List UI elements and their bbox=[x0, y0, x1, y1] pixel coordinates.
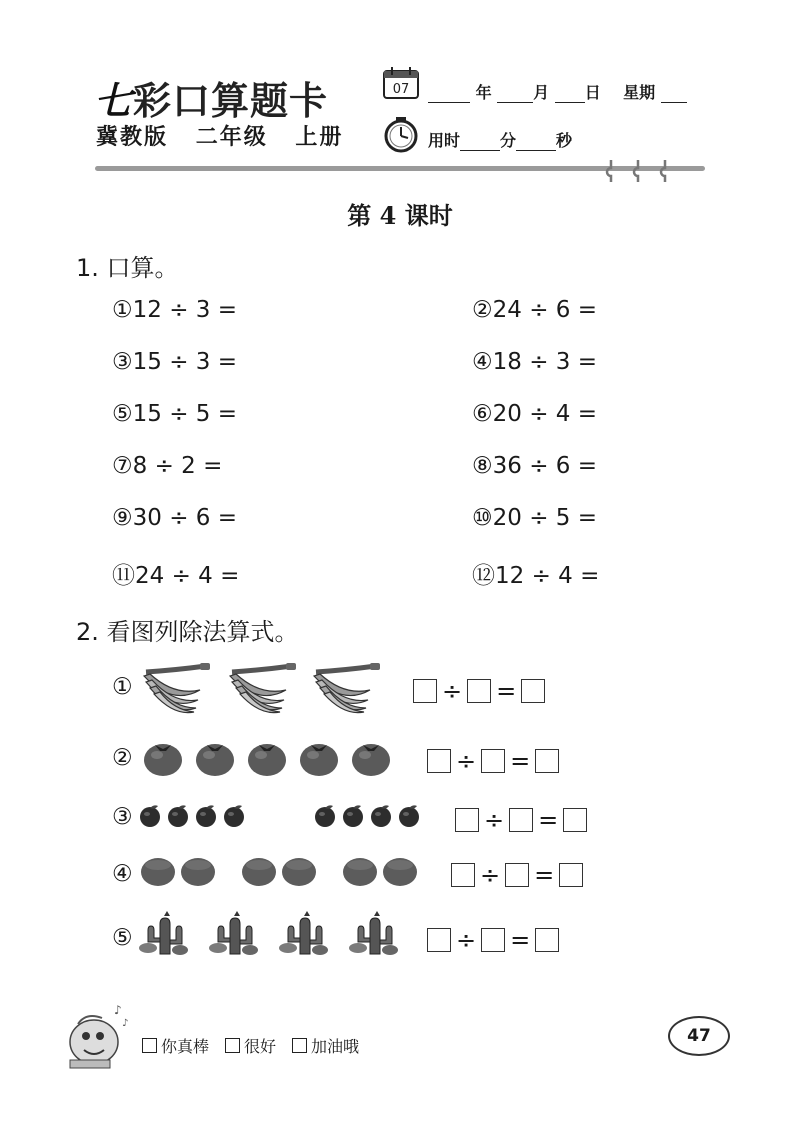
divide-sign: ÷ bbox=[442, 677, 463, 705]
section2-title: 2. 看图列除法算式。 bbox=[76, 618, 299, 646]
row5-divisor-box[interactable] bbox=[481, 928, 505, 952]
month-blank[interactable] bbox=[497, 86, 533, 103]
row3-divisor-box[interactable] bbox=[509, 808, 533, 832]
row1-dividend-box[interactable] bbox=[413, 679, 437, 703]
row3-equation bbox=[452, 806, 590, 834]
row2-equation bbox=[424, 747, 562, 775]
cactus-1 bbox=[138, 910, 192, 958]
problem-11: ⑪24 ÷ 4 = bbox=[112, 563, 240, 589]
banana-bunch-2 bbox=[224, 662, 300, 718]
binder-rings-icon bbox=[603, 158, 673, 184]
problem-5: ⑤15 ÷ 5 = bbox=[112, 401, 237, 427]
divide-sign: ÷ bbox=[480, 861, 501, 889]
edition-label: 冀教版 bbox=[96, 125, 169, 150]
section1-title: 1. 口算。 bbox=[76, 254, 179, 282]
row5-dividend-box[interactable] bbox=[427, 928, 451, 952]
eval-option-excellent[interactable] bbox=[142, 1034, 209, 1057]
year-label: 年 bbox=[475, 83, 492, 102]
edition-subtitle bbox=[96, 120, 361, 151]
equals-sign: = bbox=[510, 926, 531, 954]
row5-quotient-box[interactable] bbox=[535, 928, 559, 952]
row4-divisor-box[interactable] bbox=[505, 863, 529, 887]
second-blank[interactable] bbox=[516, 134, 556, 151]
row5-equation bbox=[424, 926, 562, 954]
row1-divisor-box[interactable] bbox=[467, 679, 491, 703]
divide-sign: ÷ bbox=[456, 747, 477, 775]
eval-option-keep-going[interactable] bbox=[292, 1034, 359, 1057]
row4-label: ④ bbox=[112, 861, 133, 887]
row1-label: ① bbox=[112, 674, 133, 700]
year-blank[interactable] bbox=[428, 86, 470, 103]
mascot-icon bbox=[64, 1000, 134, 1072]
problem-2: ②24 ÷ 6 = bbox=[472, 297, 597, 323]
banana-bunch-1 bbox=[138, 662, 214, 718]
logo-char: 七 bbox=[94, 78, 134, 123]
row4-dividend-box[interactable] bbox=[451, 863, 475, 887]
month-label: 月 bbox=[533, 83, 550, 102]
row1-quotient-box[interactable] bbox=[521, 679, 545, 703]
divide-sign: ÷ bbox=[456, 926, 477, 954]
day-label: 日 bbox=[584, 83, 601, 102]
grade-label: 二年级 bbox=[195, 125, 268, 150]
row4-equation bbox=[448, 861, 586, 889]
row4-quotient-box[interactable] bbox=[559, 863, 583, 887]
tomato-2 bbox=[194, 736, 236, 778]
eval-checkbox[interactable] bbox=[142, 1038, 157, 1053]
time-line bbox=[428, 128, 572, 151]
divide-sign: ÷ bbox=[484, 806, 505, 834]
problem-8: ⑧36 ÷ 6 = bbox=[472, 453, 597, 479]
eval-checkbox[interactable] bbox=[225, 1038, 240, 1053]
row2-dividend-box[interactable] bbox=[427, 749, 451, 773]
equals-sign: = bbox=[534, 861, 555, 889]
cactus-3 bbox=[278, 910, 332, 958]
logo-text: 彩口算题卡 bbox=[133, 78, 329, 123]
time-used-label: 用时 bbox=[428, 131, 461, 150]
row3-dividend-box[interactable] bbox=[455, 808, 479, 832]
second-label: 秒 bbox=[556, 131, 573, 150]
row3-quotient-box[interactable] bbox=[563, 808, 587, 832]
problem-6: ⑥20 ÷ 4 = bbox=[472, 401, 597, 427]
equals-sign: = bbox=[496, 677, 517, 705]
row1-equation bbox=[410, 677, 548, 705]
eval-checkbox[interactable] bbox=[292, 1038, 307, 1053]
lesson-title: 第 4 课时 bbox=[347, 201, 453, 230]
apple-group-1 bbox=[139, 804, 255, 830]
row2-quotient-box[interactable] bbox=[535, 749, 559, 773]
calendar-icon bbox=[382, 66, 420, 100]
eval-option-good[interactable] bbox=[225, 1034, 276, 1057]
problem-1: ①12 ÷ 3 = bbox=[112, 297, 237, 323]
row5-label: ⑤ bbox=[112, 925, 133, 951]
apple-group-2 bbox=[314, 804, 430, 830]
svg-text:♪: ♪ bbox=[114, 1003, 122, 1017]
orange-pair-3 bbox=[342, 856, 422, 890]
row2-divisor-box[interactable] bbox=[481, 749, 505, 773]
self-evaluation bbox=[142, 1034, 375, 1057]
orange-pair-1 bbox=[140, 856, 220, 890]
problem-3: ③15 ÷ 3 = bbox=[112, 349, 237, 375]
minute-blank[interactable] bbox=[460, 134, 500, 151]
weekday-label: 星期 bbox=[623, 83, 656, 102]
problem-10: ⑩20 ÷ 5 = bbox=[472, 505, 597, 531]
cactus-4 bbox=[348, 910, 402, 958]
eval-label: 加油哦 bbox=[311, 1037, 360, 1056]
card-logo bbox=[94, 70, 328, 125]
date-line bbox=[428, 80, 687, 103]
equals-sign: = bbox=[538, 806, 559, 834]
weekday-blank[interactable] bbox=[661, 86, 687, 103]
svg-text:♪: ♪ bbox=[122, 1018, 129, 1029]
orange-pair-2 bbox=[241, 856, 321, 890]
problem-9: ⑨30 ÷ 6 = bbox=[112, 505, 237, 531]
cactus-2 bbox=[208, 910, 262, 958]
page-number: 47 bbox=[668, 1016, 730, 1056]
banana-bunch-3 bbox=[308, 662, 384, 718]
tomato-3 bbox=[246, 736, 288, 778]
calendar-number: 07 bbox=[392, 82, 410, 97]
eval-label: 很好 bbox=[244, 1037, 277, 1056]
day-blank[interactable] bbox=[555, 86, 585, 103]
volume-label: 上册 bbox=[295, 125, 344, 150]
tomato-1 bbox=[142, 736, 184, 778]
problem-4: ④18 ÷ 3 = bbox=[472, 349, 597, 375]
row2-label: ② bbox=[112, 745, 133, 771]
tomato-5 bbox=[350, 736, 392, 778]
problem-7: ⑦8 ÷ 2 = bbox=[112, 453, 223, 479]
clock-icon bbox=[382, 116, 420, 154]
minute-label: 分 bbox=[500, 131, 517, 150]
equals-sign: = bbox=[510, 747, 531, 775]
tomato-4 bbox=[298, 736, 340, 778]
eval-label: 你真棒 bbox=[161, 1037, 210, 1056]
problem-12: ⑫12 ÷ 4 = bbox=[472, 563, 600, 589]
row3-label: ③ bbox=[112, 804, 133, 830]
